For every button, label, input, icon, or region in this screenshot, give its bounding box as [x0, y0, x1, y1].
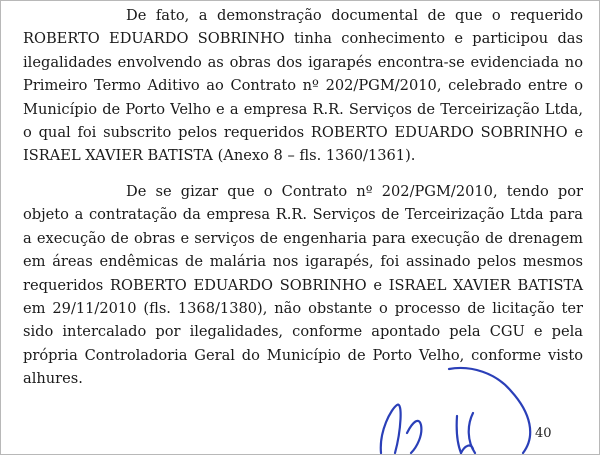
signature-stroke — [457, 416, 461, 453]
signature-strokes — [381, 368, 530, 453]
text-line: De se gizar que o Contrato nº 202/PGM/2010, tendo por — [126, 183, 583, 200]
signature-stroke — [381, 405, 401, 453]
text-line: em áreas endêmicas de malária nos igarapés, foi assinado pelos mesmos — [23, 253, 583, 271]
text-line: sido intercalado por ilegalidades, conforme apontado pela CGU e pela — [23, 323, 583, 341]
page-number: 40 — [535, 426, 552, 441]
text-line: requeridos ROBERTO EDUARDO SOBRINHO e ISRAEL XAVIER BATISTA — [23, 276, 583, 294]
signature-stroke — [407, 421, 421, 453]
text-line: ISRAEL XAVIER BATISTA (Anexo 8 – fls. 1360/1361). — [23, 147, 416, 165]
handwritten-signature — [361, 361, 561, 454]
text-line: Município de Porto Velho e a empresa R.R. Serviços de Terceirização Ltda, — [23, 100, 583, 118]
text-line: a execução de obras e serviços de engenharia para execução de drenagem — [23, 229, 583, 247]
text-line: ilegalidades envolvendo as obras dos igarapés encontra-se evidenciada no — [23, 53, 583, 71]
text-line: alhures. — [23, 370, 83, 388]
paragraph-1 — [23, 4, 583, 168]
text-line: própria Controladoria Geral do Município de Porto Velho, conforme visto — [23, 346, 583, 364]
text-line: objeto a contratação da empresa R.R. Serviços de Terceirização Ltda para — [23, 206, 583, 224]
text-line: em 29/11/2010 (fls. 1368/1380), não obstante o processo de licitação ter — [23, 299, 583, 317]
text-line: o qual foi subscrito pelos requeridos ROBERTO EDUARDO SOBRINHO e — [23, 123, 583, 141]
signature-stroke — [469, 413, 475, 453]
text-line: De fato, a demonstração documental de que o requerido — [126, 7, 583, 24]
signature-stroke — [449, 368, 530, 453]
paragraph-2 — [23, 180, 583, 391]
text-line: Primeiro Termo Aditivo ao Contrato nº 202/PGM/2010, celebrado entre o — [23, 77, 583, 95]
text-line: ROBERTO EDUARDO SOBRINHO tinha conhecimento e participou das — [23, 30, 583, 48]
